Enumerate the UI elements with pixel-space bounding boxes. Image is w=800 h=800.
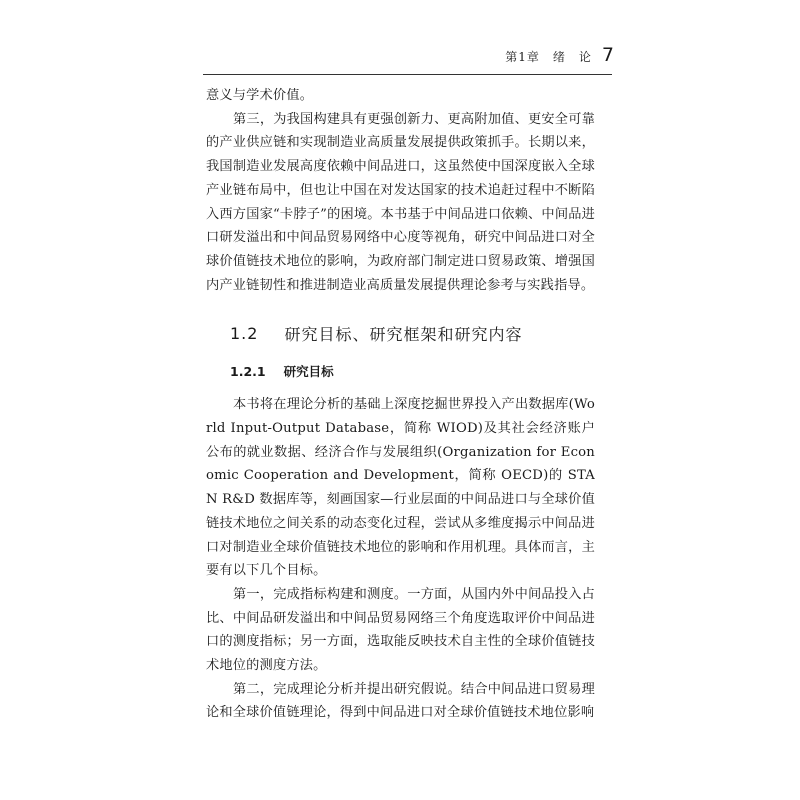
section-number: 1.2	[230, 323, 259, 343]
subsection-number: 1.2.1	[230, 363, 266, 379]
paragraph-continuation: 意义与学术价值。	[206, 88, 314, 103]
paragraph-goal-two: 第二，完成理论分析并提出研究假说。结合中间品进口贸易理论和全球价值链理论，得到中间品进口对全球价值链技术地位影响	[206, 681, 595, 721]
paragraph-third-point: 第三，为我国构建具有更强创新力、更高附加值、更安全可靠的产业供应链和实现制造业高质量发展提供政策抓手。长期以来，我国制造业发展高度依赖中间品进口，这虽然使中国深度嵌入全球产业链布局中，但也让中国在对发达国家的技术追赶过程中不断陷入西方国家“卡脖子”的困境。本书基于中间品进口依赖、中间品进口研发溢出和中间品贸易网络中心度等视角，研究中间品进口对全球价值链技术地位的影响，为政府部门制定进口贸易政策、增强国内产业链韧性和推进制造业高质量发展提供理论参考与实践指导。	[206, 111, 595, 293]
running-header	[505, 44, 614, 74]
page-number: 7	[601, 44, 614, 66]
subsection-title: 研究目标	[283, 364, 334, 380]
paragraph-research-intro: 本书将在理论分析的基础上深度挖掘世界投入产出数据库(World Input-Output Database，简称 WIOD)及其社会经济账户公布的就业数据、经济合作与发展组织(Organization for Economic Cooperation and Development，简称 OECD)的 STAN R&D 数据库等，刻画国家—行业层面的中间品进口与全球价值链技术地位之间关系的动态变化过程，尝试从多维度揭示中间品进口对制造业全球价值链技术地位的影响和作用机理。具体而言，主要有以下几个目标。	[206, 397, 595, 579]
paragraph-goal-one: 第一，完成指标构建和测度。一方面，从国内外中间品投入占比、中间品研发溢出和中间品贸易网络三个角度选取评价中间品进口的测度指标；另一方面，选取能反映技术自主性的全球价值链技术地位的测度方法。	[206, 586, 595, 674]
section-title: 研究目标、研究框架和研究内容	[284, 324, 523, 344]
body-text	[206, 84, 595, 725]
subsection-heading	[230, 357, 595, 385]
section-heading	[230, 313, 595, 353]
chapter-label: 第1章 绪 论	[505, 50, 592, 64]
header-rule	[203, 74, 612, 75]
